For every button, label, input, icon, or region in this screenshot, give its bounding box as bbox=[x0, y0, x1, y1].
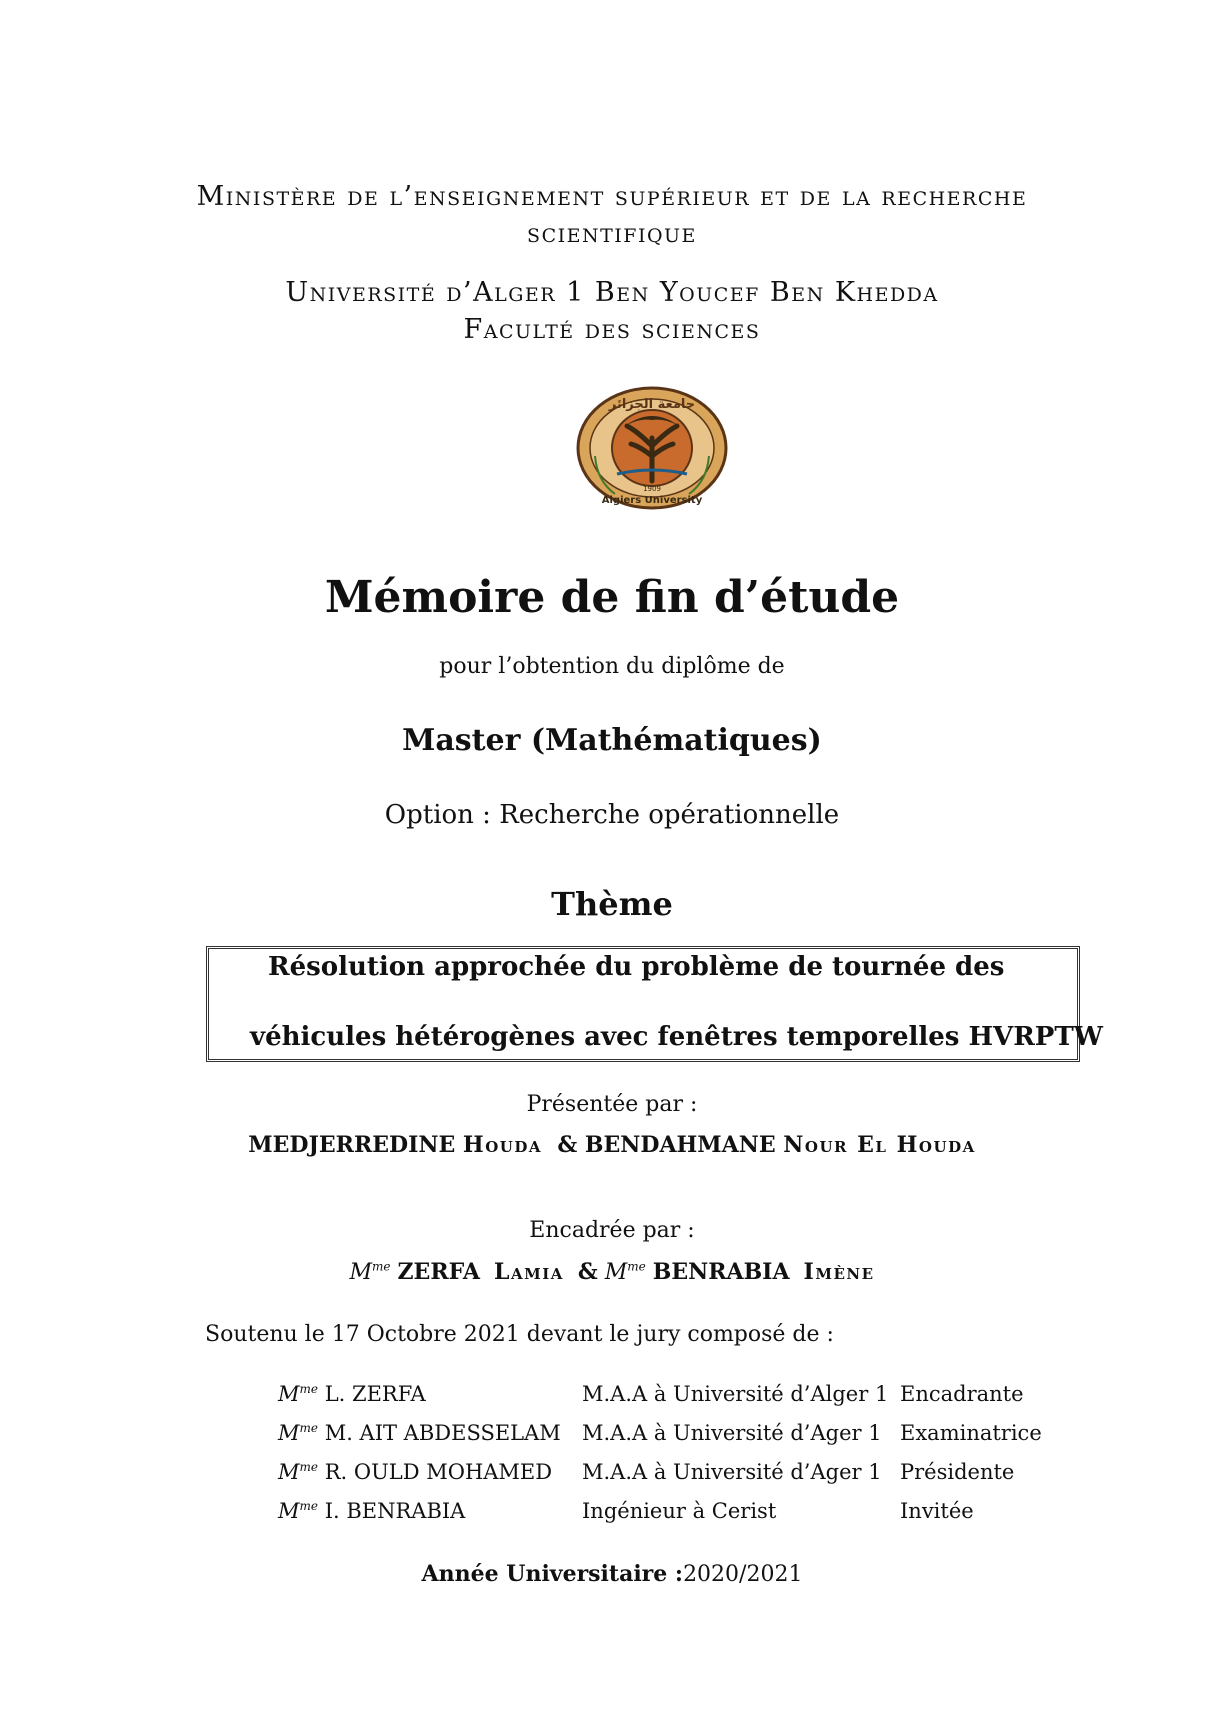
jury-member-role: Présidente bbox=[900, 1460, 1015, 1484]
document-title: Mémoire de fin d’étude bbox=[324, 572, 900, 623]
logo-arabic-text: جامعة الجزائر bbox=[608, 397, 696, 412]
academic-year bbox=[0, 1561, 1224, 1587]
author-2-firstname: Nour El Houda bbox=[783, 1132, 976, 1158]
theme-line-2: véhicules hétérogènes avec fenêtres temporelles HVRPTW bbox=[250, 1022, 1103, 1052]
jury-table bbox=[278, 1382, 1042, 1538]
presented-by-label: Présentée par : bbox=[526, 1092, 698, 1117]
supervisor-2-lastname: BENRABIA bbox=[652, 1259, 790, 1285]
jury-member-name: $M^{me}$ M. AIT ABDESSELAM bbox=[278, 1421, 561, 1445]
jury-member-name: $M^{me}$ R. OULD MOHAMED bbox=[278, 1460, 553, 1484]
jury-member-name: $M^{me}$ I. BENRABIA bbox=[278, 1499, 466, 1523]
supervised-by-label: Encadrée par : bbox=[529, 1218, 695, 1243]
supervisors-line bbox=[0, 1259, 1224, 1285]
jury-member-position: Ingénieur à Cerist bbox=[582, 1499, 777, 1523]
academic-year-label: Année Universitaire : bbox=[421, 1561, 684, 1587]
faculty-name: Faculté des sciences bbox=[463, 314, 761, 345]
university-header bbox=[0, 274, 1224, 348]
logo-english-text: Algiers University bbox=[601, 495, 703, 506]
academic-year-value: 2020/2021 bbox=[683, 1562, 803, 1587]
supervisor-1-firstname: Lamia bbox=[494, 1259, 564, 1285]
document-subtitle: pour l’obtention du diplôme de bbox=[439, 654, 785, 679]
author-1-lastname: MEDJERREDINE bbox=[248, 1132, 456, 1158]
supervisor-1-lastname: ZERFA bbox=[397, 1259, 480, 1285]
authors-line bbox=[0, 1132, 1224, 1158]
jury-member-role: Invitée bbox=[900, 1499, 974, 1523]
university-name: Université d’Alger 1 Ben Youcef Ben Khedda bbox=[285, 277, 939, 308]
authors-separator: & bbox=[557, 1132, 578, 1158]
jury-member-role: Encadrante bbox=[900, 1382, 1024, 1406]
jury-member-position: M.A.A à Université d’Ager 1 bbox=[582, 1421, 882, 1445]
supervisor-2-title: $M^{me}$ bbox=[604, 1259, 646, 1285]
theme-label: Thème bbox=[551, 885, 673, 923]
jury-row bbox=[278, 1499, 1042, 1538]
ministry-line-1: Ministère de l’enseignement supérieur et de la recherche bbox=[196, 181, 1028, 212]
option-line: Option : Recherche opérationnelle bbox=[384, 800, 840, 830]
logo-year: 1909 bbox=[643, 485, 661, 493]
degree-title: Master (Mathématiques) bbox=[402, 723, 822, 758]
supervisor-1-title: $M^{me}$ bbox=[349, 1259, 391, 1285]
supervisor-2-firstname: Imène bbox=[803, 1259, 875, 1285]
author-2-lastname: BENDAHMANE bbox=[584, 1132, 776, 1158]
university-seal-icon bbox=[575, 386, 730, 511]
jury-member-position: M.A.A à Université d’Alger 1 bbox=[582, 1382, 889, 1406]
jury-row bbox=[278, 1460, 1042, 1499]
jury-row bbox=[278, 1382, 1042, 1421]
theme-line-1: Résolution approchée du problème de tournée des bbox=[268, 952, 1005, 982]
defense-statement: Soutenu le 17 Octobre 2021 devant le jury composé de : bbox=[205, 1322, 834, 1347]
jury-member-position: M.A.A à Université d’Ager 1 bbox=[582, 1460, 882, 1484]
jury-row bbox=[278, 1421, 1042, 1460]
university-logo bbox=[575, 386, 730, 511]
supervisors-separator: & bbox=[577, 1259, 598, 1285]
jury-member-role: Examinatrice bbox=[900, 1421, 1042, 1445]
author-1-firstname: Houda bbox=[462, 1132, 543, 1158]
jury-member-name: $M^{me}$ L. ZERFA bbox=[278, 1382, 426, 1406]
ministry-header bbox=[0, 178, 1224, 252]
ministry-line-2: scientifique bbox=[527, 218, 697, 249]
